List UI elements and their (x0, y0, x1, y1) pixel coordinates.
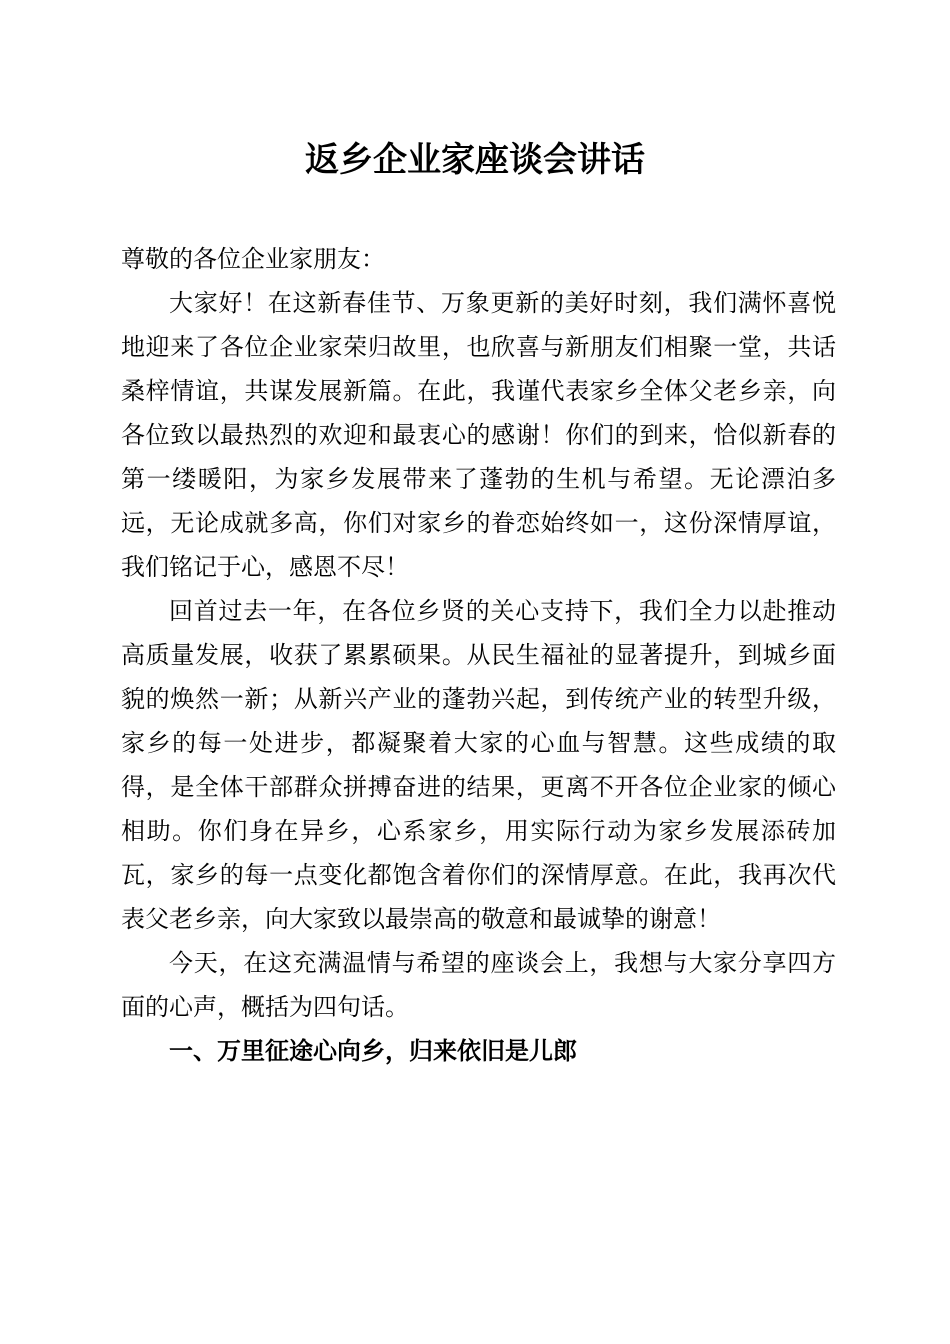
paragraph-welcome: 大家好！在这新春佳节、万象更新的美好时刻，我们满怀喜悦地迎来了各位企业家荣归故里，也欣喜与新朋友们相聚一堂，共话桑梓情谊，共谋发展新篇。在此，我谨代表家乡全体父老乡亲，向各位致以最热烈的欢迎和最衷心的感谢！你们的到来，恰似新春的第一缕暖阳，为家乡发展带来了蓬勃的生机与希望。无论漂泊多远，无论成就多高，你们对家乡的眷恋始终如一，这份深情厚谊，我们铭记于心，感恩不尽！ (121, 289, 836, 581)
paragraph-intro: 今天，在这充满温情与希望的座谈会上，我想与大家分享四方面的心声，概括为四句话。 (121, 949, 836, 1021)
salutation: 尊敬的各位企业家朋友： (121, 245, 385, 273)
document-body (121, 237, 836, 1073)
document-title: 返乡企业家座谈会讲话 (305, 140, 645, 180)
section-heading: 一、万里征途心向乡，归来依旧是儿郎 (169, 1037, 577, 1065)
paragraph-review: 回首过去一年，在各位乡贤的关心支持下，我们全力以赴推动高质量发展，收获了累累硕果。从民生福祉的显著提升，到城乡面貌的焕然一新；从新兴产业的蓬勃兴起，到传统产业的转型升级，家乡的每一处进步，都凝聚着大家的心血与智慧。这些成绩的取得，是全体干部群众拼搏奋进的结果，更离不开各位企业家的倾心相助。你们身在异乡，心系家乡，用实际行动为家乡发展添砖加瓦，家乡的每一点变化都饱含着你们的深情厚意。在此，我再次代表父老乡亲，向大家致以最崇高的敬意和最诚挚的谢意！ (121, 597, 836, 933)
